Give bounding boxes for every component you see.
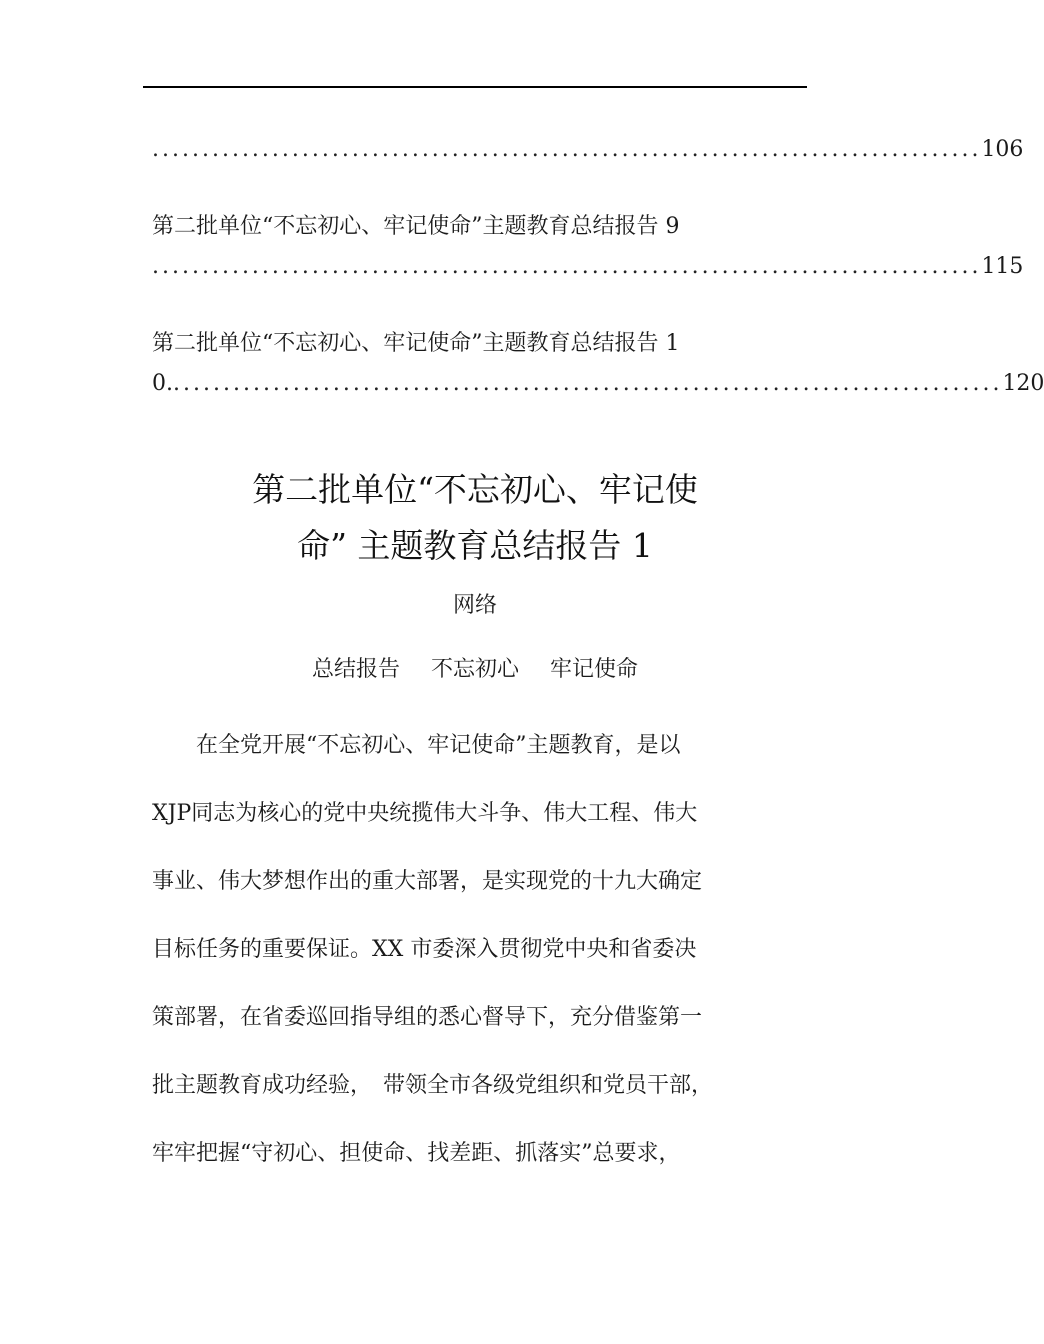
keyword: 总结报告 [311, 657, 400, 682]
toc-entry-title[interactable]: 第二批单位“不忘初心、牢记使命”主题教育总结报告 1 [152, 331, 680, 356]
body-line: 目标任务的重要保证。XX 市委深入贯彻党中央和省委决 [152, 937, 697, 962]
toc-page-number: 120 [1002, 371, 1044, 396]
document-author: 网络 [452, 593, 497, 618]
document-body [152, 724, 797, 1200]
toc-entry-lead: 0. [152, 371, 173, 396]
document-keywords [140, 652, 810, 688]
toc-entry-dots-line[interactable] [152, 364, 1044, 404]
document-title-line-1: 第二批单位“不忘初心、牢记使 [252, 470, 698, 509]
body-line: 策部署，在省委巡回指导组的悉心督导下，充分借鉴第一 [152, 1005, 703, 1030]
header-rule [143, 86, 807, 88]
toc-leader-dots: ................................................................................... [152, 254, 982, 279]
toc-leader-dots: ................................................................................... [173, 371, 1003, 396]
body-line: 批主题教育成功经验， 带领全市各级党组织和党员干部， [152, 1073, 714, 1098]
toc-page-number: 106 [981, 137, 1024, 162]
document-title-line-2: 命” 主题教育总结报告 1 [297, 526, 653, 565]
keyword: 不忘初心 [430, 657, 519, 682]
table-of-contents [152, 130, 1044, 404]
body-line: 事业、伟大梦想作出的重大部署，是实现党的十九大确定 [152, 869, 703, 894]
keyword: 牢记使命 [550, 657, 639, 682]
body-line: 牢牢把握“守初心、担使命、找差距、抓落实”总要求， [152, 1141, 681, 1166]
toc-page-number: 115 [981, 254, 1024, 279]
toc-leader-dots: ................................................................................... [152, 137, 982, 162]
toc-entry-title[interactable]: 第二批单位“不忘初心、牢记使命”主题教育总结报告 9 [152, 214, 680, 239]
body-line: XJP同志为核心的党中央统揽伟大斗争、伟大工程、伟大 [152, 801, 698, 826]
toc-entry-dots-line[interactable] [152, 130, 1024, 170]
body-line: 在全党开展“不忘初心、牢记使命”主题教育，是以 [152, 733, 681, 758]
toc-entry-dots-line[interactable] [152, 247, 1024, 287]
document-title [140, 462, 810, 574]
